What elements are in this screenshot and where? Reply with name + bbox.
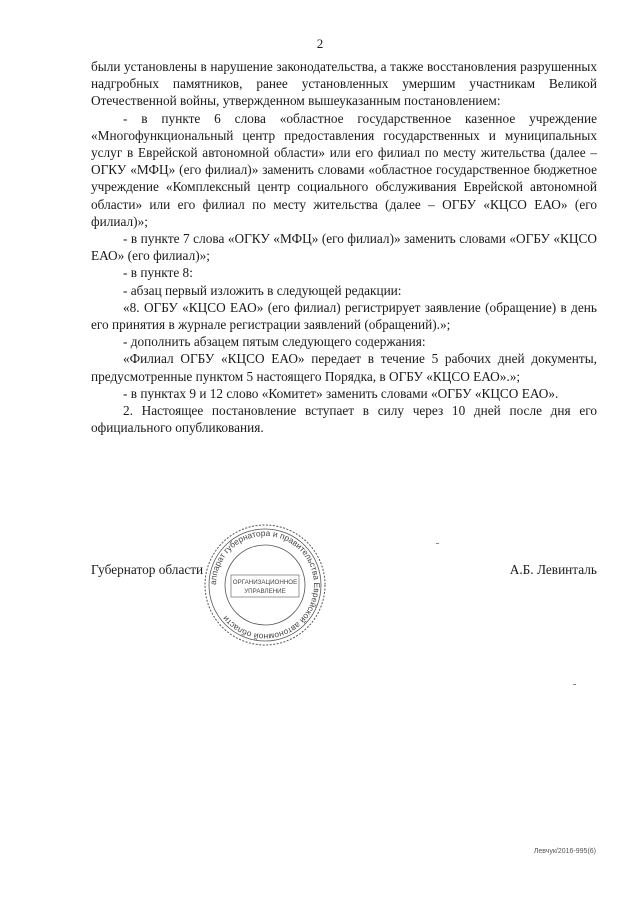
paragraph-effective-date: 2. Настоящее постановление вступает в силу через 10 дней после дня его официального опубликования. (91, 403, 597, 436)
stamp-center-line2: УПРАВЛЕНИЕ (244, 588, 286, 595)
paragraph-intro: были установлены в нарушение законодательства, а также восстановления разрушенных надгробных памятников, ранее установленных умершим участникам Великой Отечественной войны, утвержденном вышеуказанным постановлением: (91, 59, 597, 109)
paragraph-item-6: - в пункте 6 слова «областное государственное казенное учреждение «Многофункциональный центр предоставления государственных и муниципальных услуг в Еврейской автономной области» или его филиал по месту жительства (далее – ОГКУ «МФЦ» (его филиал)» заменить словами «областное государственное бюджетное учреждение «Комплексный центр социального обслуживания Еврейской автономной области» или его филиал по месту жительства (далее – ОГБУ «КЦСО ЕАО» (его филиал)»; (91, 110, 597, 229)
scan-mark (573, 684, 576, 685)
paragraph-item-7: - в пункте 7 слова «ОГКУ «МФЦ» (его филиал)» заменить словами «ОГБУ «КЦСО ЕАО» (его филиал)»; (91, 231, 597, 264)
signatory-name: А.Б. Левинталь (509, 562, 597, 577)
stamp-ring-text: аппарат губернатора и правительства Еврейской автономной области (207, 527, 323, 643)
paragraph-item-8: - в пункте 8: (123, 265, 193, 281)
scan-mark (436, 543, 439, 544)
stamp-center-line1: ОРГАНИЗАЦИОННОЕ (232, 579, 298, 586)
paragraph-quote-filial: «Филиал ОГБУ «КЦСО ЕАО» передает в течение 5 рабочих дней документы, предусмотренные пунктом 5 настоящего Порядка, в ОГБУ «КЦСО ЕАО».»; (91, 351, 597, 384)
paragraph-abzac-first: - абзац первый изложить в следующей редакции: (123, 282, 402, 298)
signatory-position: Губернатор области (91, 562, 204, 577)
document-body (91, 58, 597, 436)
page-number: 2 (316, 36, 324, 51)
paragraph-quote-8: «8. ОГБУ «КЦСО ЕАО» (его филиал) регистрирует заявление (обращение) в день его принятия в журнале регистрации заявлений (обращений).»; (91, 299, 597, 333)
footer-reference: Левчук/2016-995(6) (533, 848, 596, 855)
official-stamp (201, 521, 329, 649)
paragraph-add-fifth: - дополнить абзацем пятым следующего содержания: (123, 334, 426, 350)
paragraph-items-9-12: - в пунктах 9 и 12 слово «Комитет» заменить словами «ОГБУ «КЦСО ЕАО». (123, 385, 559, 401)
